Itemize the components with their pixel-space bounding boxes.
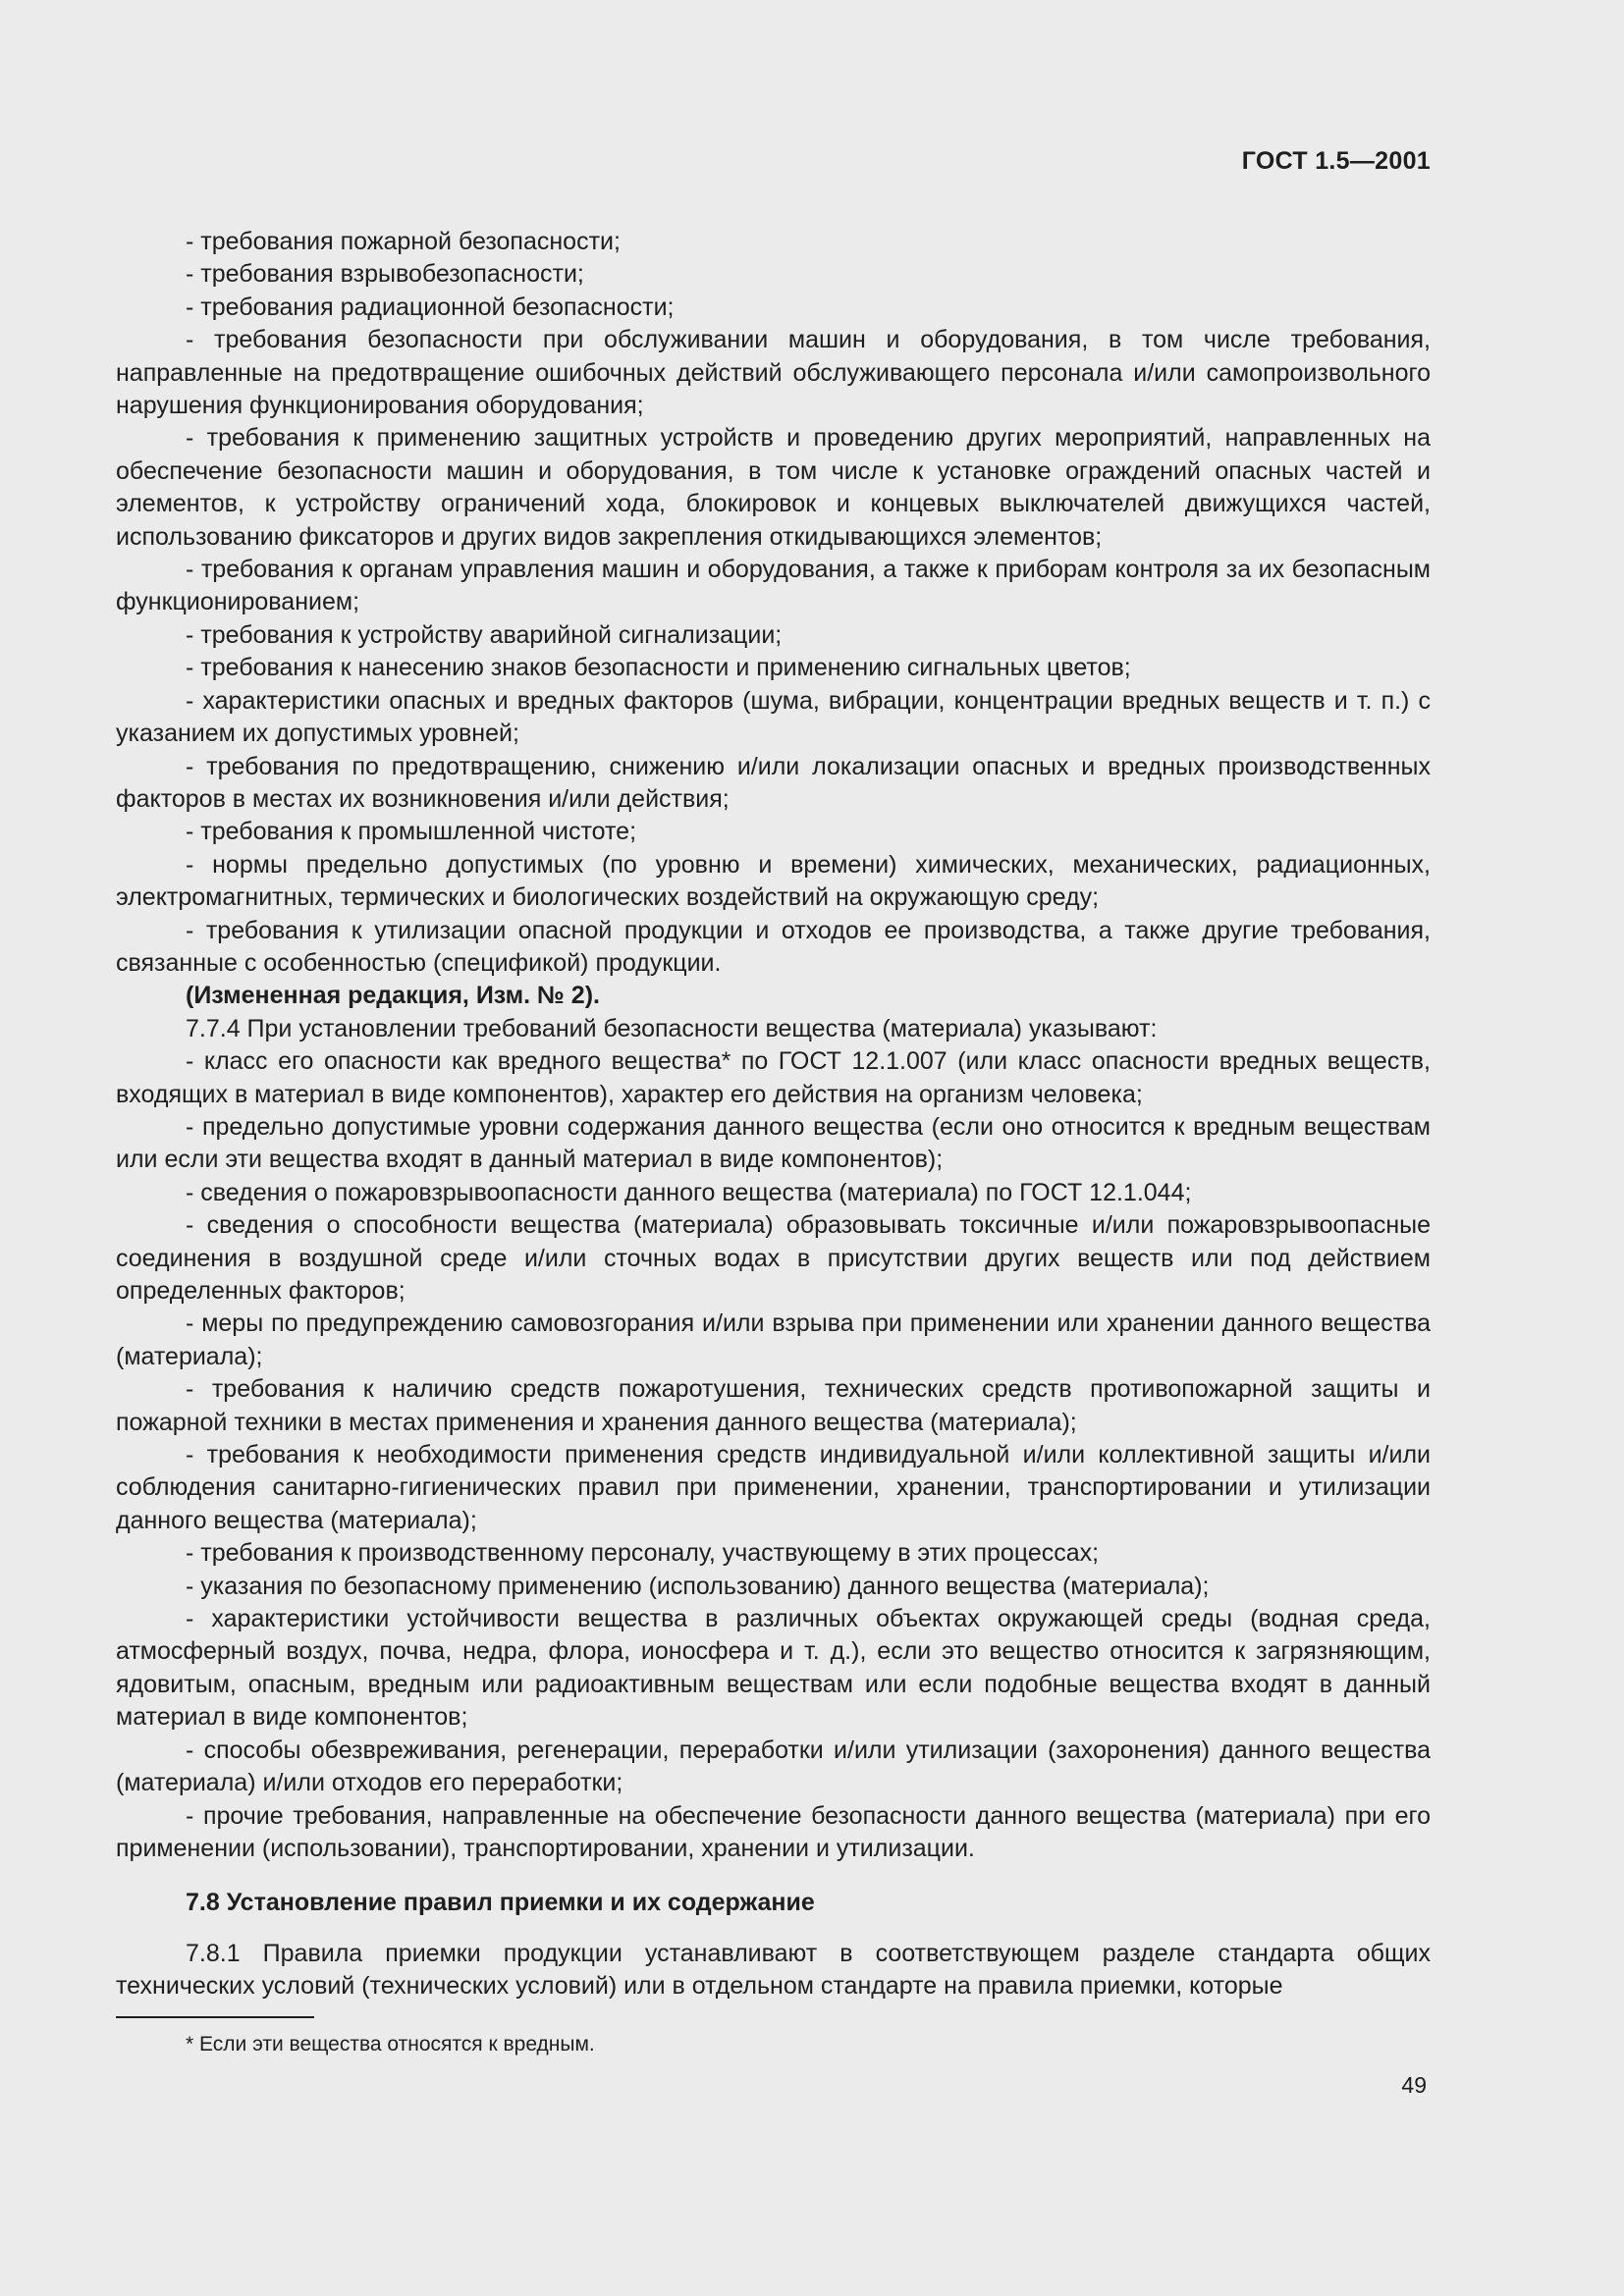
list-item: - требования к нанесению знаков безопасности и применению сигнальных цветов; (186, 654, 1131, 682)
list-item: - требования взрывобезопасности; (186, 260, 584, 289)
list-item: - указания по безопасному применению (использованию) данного вещества (материала); (186, 1572, 1210, 1600)
list-item: - требования к промышленной чистоте; (186, 818, 637, 846)
section-paragraph: 7.8.1 Правила приемки продукции устанавливают в соответствующем разделе стандарта общих технических условий (технических условий) или в отдельном стандарте на правила приемки, которые (116, 1939, 1431, 2001)
list-item: - требования к производственному персоналу, участвующему в этих процессах; (186, 1539, 1100, 1568)
document-page (116, 0, 1431, 2296)
footnote: * Если эти вещества относятся к вредным. (186, 2033, 595, 2056)
list-item: - меры по предупреждению самовозгорания и/или взрыва при применении или хранении данного вещества (материала); (116, 1309, 1431, 1370)
amendment-note: (Измененная редакция, Изм. № 2). (186, 982, 600, 1010)
footnote-divider (116, 2016, 314, 2018)
list-item: - требования пожарной безопасности; (186, 228, 621, 255)
list-item: - требования к утилизации опасной продукции и отходов ее производства, а также другие требования, связанные с особенностью (спецификой) продукции. (116, 916, 1431, 977)
document-body (116, 226, 1431, 2003)
list-item: - требования радиационной безопасности; (186, 293, 675, 321)
list-item: - предельно допустимые уровни содержания данного вещества (если оно относится к вредным веществам или если эти вещества входят в данный материал в виде компонентов); (116, 1112, 1431, 1174)
list-item: - требования к органам управления машин и оборудования, а также к приборам контроля за их безопасным функционированием; (116, 556, 1431, 616)
list-item: - характеристики опасных и вредных факторов (шума, вибрации, концентрации вредных веществ и т. п.) с указанием их допустимых уровней; (116, 686, 1431, 748)
list-item: - способы обезвреживания, регенерации, переработки и/или утилизации (захоронения) данного вещества (материала) и/или отходов его переработки; (116, 1735, 1431, 1797)
list-item: - требования к устройству аварийной сигнализации; (186, 620, 783, 649)
list-item: - характеристики устойчивости вещества в различных объектах окружающей среды (водная среда, атмосферный воздух, почва, недра, флора, ионосфера и т. д.), если это вещество относится к загрязняющим, ядовитым, опасным, вредным или радиоактивным веществам или если подобные вещества входят в данный материал в виде компонентов; (116, 1605, 1431, 1732)
list-item: - требования по предотвращению, снижению и/или локализации опасных и вредных производственных факторов в местах их возникновения и/или действия; (116, 752, 1431, 813)
clause-intro: 7.7.4 При установлении требований безопасности вещества (материала) указывают: (186, 1014, 1158, 1042)
list-item: - требования к наличию средств пожаротушения, технических средств противопожарной защиты и пожарной техники в местах применения и хранения данного вещества (материала); (116, 1375, 1431, 1436)
list-item: - требования к необходимости применения средств индивидуальной и/или коллективной защиты и/или соблюдения санитарно-гигиенических правил при применении, хранении, транспортировании и утилизации данного вещества (материала); (116, 1441, 1431, 1534)
list-item: - требования безопасности при обслуживании машин и оборудования, в том числе требования, направленные на предотвращение ошибочных действий обслуживающего персонала и/или самопроизвольного нарушения функционирования оборудования; (116, 326, 1431, 420)
list-item: - прочие требования, направленные на обеспечение безопасности данного вещества (материала) при его применении (использовании), транспортировании, хранении и утилизации. (116, 1801, 1431, 1862)
list-item: - нормы предельно допустимых (по уровню и времени) химических, механических, радиационных, электромагнитных, термических и биологических воздействий на окружающую среду; (116, 850, 1431, 912)
document-code-header: ГОСТ 1.5—2001 (1241, 147, 1431, 175)
list-item: - сведения о способности вещества (материала) образовывать токсичные и/или пожаровзрывоопасные соединения в воздушной среде и/или сточных водах в присутствии других веществ или под действием определенных факторов; (116, 1211, 1431, 1305)
page-number: 49 (1401, 2072, 1427, 2098)
section-heading: 7.8 Установление правил приемки и их содержание (186, 1889, 815, 1917)
list-item: - требования к применению защитных устройств и проведению других мероприятий, направленных на обеспечение безопасности машин и оборудования, в том числе к установке ограждений опасных частей и элементов, к устройству ограничений хода, блокировок и концевых выключателей движущихся частей, использованию фиксаторов и других видов закрепления откидывающихся элементов; (116, 424, 1431, 551)
list-item: - класс его опасности как вредного вещества* по ГОСТ 12.1.007 (или класс опасности вредных веществ, входящих в материал в виде компонентов), характер его действия на организм человека; (116, 1047, 1431, 1108)
list-item: - сведения о пожаровзрывоопасности данного вещества (материала) по ГОСТ 12.1.044; (186, 1178, 1192, 1206)
